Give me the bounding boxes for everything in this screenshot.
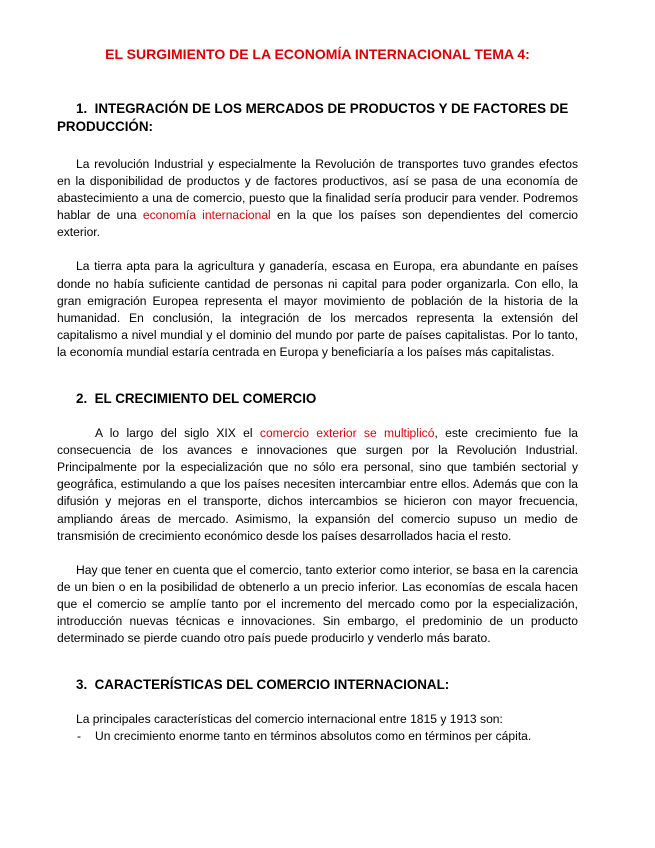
section-2-paragraph-2: Hay que tener en cuenta que el comercio, tanto exterior como interior, se basa en la carencia de un bien o en la posibilidad de obtenerlo a un precio inferior. Las economías de escala hacen que el comercio se amplíe tanto por el incremento del mercado como por la especialización, introducción nuevas técnicas e innovaciones. Sin embargo, el predominio de un producto determinado se pierde cuando otro país puede producirlo y venderlo más barato. (57, 562, 578, 646)
highlighted-term: economía internacional (142, 208, 271, 223)
section-1-paragraph-2: La tierra apta para la agricultura y ganadería, escasa en Europa, era abundante en países donde no había suficiente cantidad de personas ni capital para poder organizarla. Con ello, la gran emigración Europea representa el mayor movimiento de población de la historia de la humanidad. En conclusión, la integración de los mercados representa la extensión del capitalismo a nivel mundial y el dominio del mundo por parte de países capitalistas. Por lo tanto, la economía mundial estaría centrada en Europa y beneficiaría a los países más capitalistas. (57, 259, 578, 359)
section-1-paragraph-1: La revolución Industrial y especialmente la Revolución de transportes tuvo grandes efectos en la disponibilidad de productos y de factores productivos, así se pasa de una economía de abastecimiento a una de comercio, puesto que la finalidad sería producir para vender. Podremos hablar de una economía internacional en la que los países son dependientes del comercio exterior. (57, 157, 578, 240)
list-item (57, 728, 578, 745)
bullet-marker: - (77, 729, 82, 744)
highlighted-term: comercio exterior se multiplicó (259, 426, 435, 441)
section-number: 3. (76, 677, 88, 693)
section-2-paragraph-1: A lo largo del siglo XIX el comercio exterior se multiplicó, este crecimiento fue la consecuencia de los avances e innovaciones que surgen por la Revolución Industrial. Principalmente por la especialización que no sólo era personal, sino que también sectorial y geográfica, estimulando a que los países necesiten intercambiar entre ellos. Además que con la difusión y mejoras en el transporte, dichos intercambios se hicieron con mayor frecuencia, ampliando áreas de mercado. Asimismo, la expansión del comercio supuso un medio de transmisión de crecimiento económico desde los países desarrollados hacia el resto. (57, 426, 579, 543)
document-title: EL SURGIMIENTO DE LA ECONOMÍA INTERNACIONAL TEMA 4: (105, 46, 530, 62)
section-2-heading (57, 390, 578, 408)
section-number: 1. (76, 101, 88, 116)
section-1-heading (57, 100, 578, 136)
section-title: CARACTERÍSTICAS DEL COMERCIO INTERNACIONAL: (94, 677, 450, 693)
section-number: 2. (76, 391, 88, 407)
list-item-text: Un crecimiento enorme tanto en términos absolutos como en términos per cápita. (95, 729, 532, 744)
section-3-intro: La principales características del comercio internacional entre 1815 y 1913 son: (76, 712, 503, 727)
section-title: EL CRECIMIENTO DEL COMERCIO (94, 391, 317, 407)
section-title: INTEGRACIÓN DE LOS MERCADOS DE PRODUCTOS Y DE FACTORES DE PRODUCCIÓN: (57, 101, 569, 134)
section-3-heading (57, 676, 578, 694)
